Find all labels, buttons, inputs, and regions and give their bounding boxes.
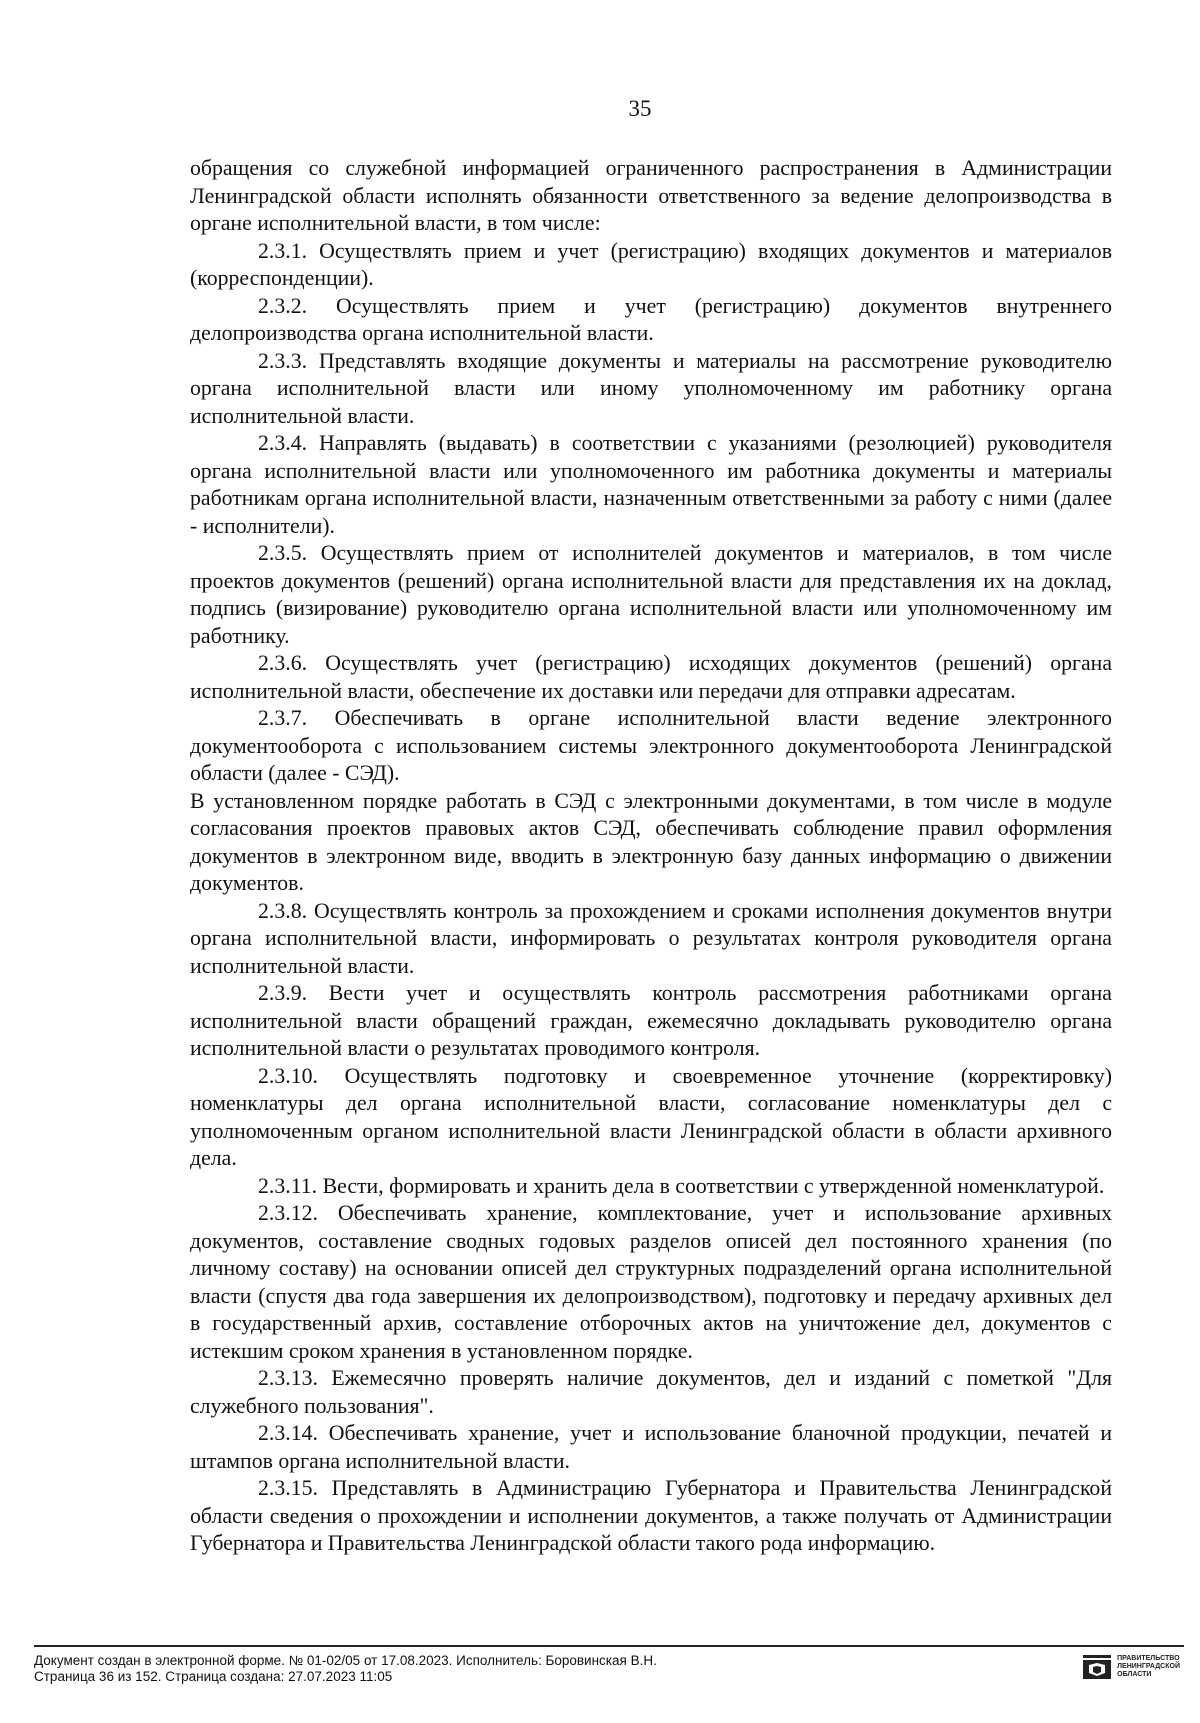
paragraph: 2.3.12. Обеспечивать хранение, комплектование, учет и использование архивных документов, составление сводных годовых разделов описей дел постоянного хранения (по личному составу) на основании описей дел структурных подразделений органа исполнительной власти (спустя два года завершения их делопроизводством), подготовку и передачу архивных дел в государственный архив, составление отборочных актов на уничтожение дел, документов с истекшим сроком хранения в установленном порядке.	[190, 1201, 1112, 1363]
logo-caption-line: ОБЛАСТИ	[1117, 1671, 1152, 1678]
footer-line-document: Документ создан в электронной форме. № 01-02/05 от 17.08.2023. Исполнитель: Боровинская В.Н.	[34, 1653, 657, 1668]
footer-line-page: Страница 36 из 152. Страница создана: 27.07.2023 11:05	[34, 1669, 393, 1684]
paragraph: 2.3.5. Осуществлять прием от исполнителей документов и материалов, в том числе проектов документов (решений) органа исполнительной власти для представления их на доклад, подпись (визирование) руководителю органа исполнительной власти или уполномоченному им работнику.	[190, 541, 1112, 648]
paragraph: 2.3.15. Представлять в Администрацию Губернатора и Правительства Ленинградской области сведения о прохождении и исполнении документов, а также получать от Администрации Губернатора и Правительства Ленинградской области такого рода информацию.	[190, 1476, 1112, 1555]
paragraph: 2.3.3. Представлять входящие документы и материалы на рассмотрение руководителю органа исполнительной власти или иному уполномоченному им работнику органа исполнительной власти.	[190, 348, 1112, 428]
footer-info	[34, 1653, 657, 1685]
paragraph: 2.3.7. Обеспечивать в органе исполнительной власти ведение электронного документооборота с использованием системы электронного документооборота Ленинградской области (далее - СЭД).	[190, 706, 1112, 785]
paragraph: 2.3.8. Осуществлять контроль за прохождением и сроками исполнения документов внутри органа исполнительной власти, информировать о результатах контроля руководителя органа исполнительной власти.	[190, 898, 1112, 978]
logo-caption-line: ЛЕНИНГРАДСКОЙ	[1117, 1663, 1180, 1670]
paragraph: 2.3.9. Вести учет и осуществлять контроль рассмотрения работниками органа исполнительной власти обращений граждан, ежемесячно докладывать руководителю органа исполнительной власти о результатах проводимого контроля.	[190, 981, 1112, 1060]
footer-logo	[1083, 1655, 1180, 1679]
logo-caption	[1117, 1655, 1180, 1679]
paragraph: В установленном порядке работать в СЭД с электронными документами, в том числе в модуле согласования проектов правовых актов СЭД, обеспечивать соблюдение правил оформления документов в электронном виде, вводить в электронную базу данных информацию о движении документов.	[190, 788, 1112, 895]
paragraph: 2.3.13. Ежемесячно проверять наличие документов, дел и изданий с пометкой "Для служебного пользования".	[190, 1366, 1112, 1418]
page-number: 35	[628, 96, 652, 121]
document-body	[190, 155, 1112, 1558]
paragraph: 2.3.14. Обеспечивать хранение, учет и использование бланочной продукции, печатей и штампов органа исполнительной власти.	[190, 1421, 1112, 1473]
paragraph: 2.3.1. Осуществлять прием и учет (регистрацию) входящих документов и материалов (корреспонденции).	[190, 238, 1112, 290]
paragraph: 2.3.6. Осуществлять учет (регистрацию) исходящих документов (решений) органа исполнительной власти, обеспечение их доставки или передачи для отправки адресатам.	[190, 651, 1112, 703]
logo-caption-line: ПРАВИТЕЛЬСТВО	[1117, 1655, 1180, 1662]
paragraph: 2.3.2. Осуществлять прием и учет (регистрацию) документов внутреннего делопроизводства органа исполнительной власти.	[190, 293, 1112, 345]
paragraph: обращения со служебной информацией ограниченного распространения в Администрации Ленинградской области исполнять обязанности ответственного за ведение делопроизводства в органе исполнительной власти, в том числе:	[190, 156, 1112, 235]
paragraph: 2.3.11. Вести, формировать и хранить дела в соответствии с утвержденной номенклатурой.	[258, 1173, 1105, 1198]
leningrad-government-emblem-icon	[1083, 1655, 1111, 1679]
paragraph: 2.3.10. Осуществлять подготовку и своевременное уточнение (корректировку) номенклатуры дел органа исполнительной власти, согласование номенклатуры дел с уполномоченным органом исполнительной власти Ленинградской области в области архивного дела.	[190, 1063, 1112, 1170]
document-footer	[34, 1645, 1184, 1684]
paragraph: 2.3.4. Направлять (выдавать) в соответствии с указаниями (резолюцией) руководителя органа исполнительной власти или уполномоченного им работника документы и материалы работникам органа исполнительной власти, назначенным ответственными за работу с ними (далее - исполнители).	[190, 431, 1112, 538]
